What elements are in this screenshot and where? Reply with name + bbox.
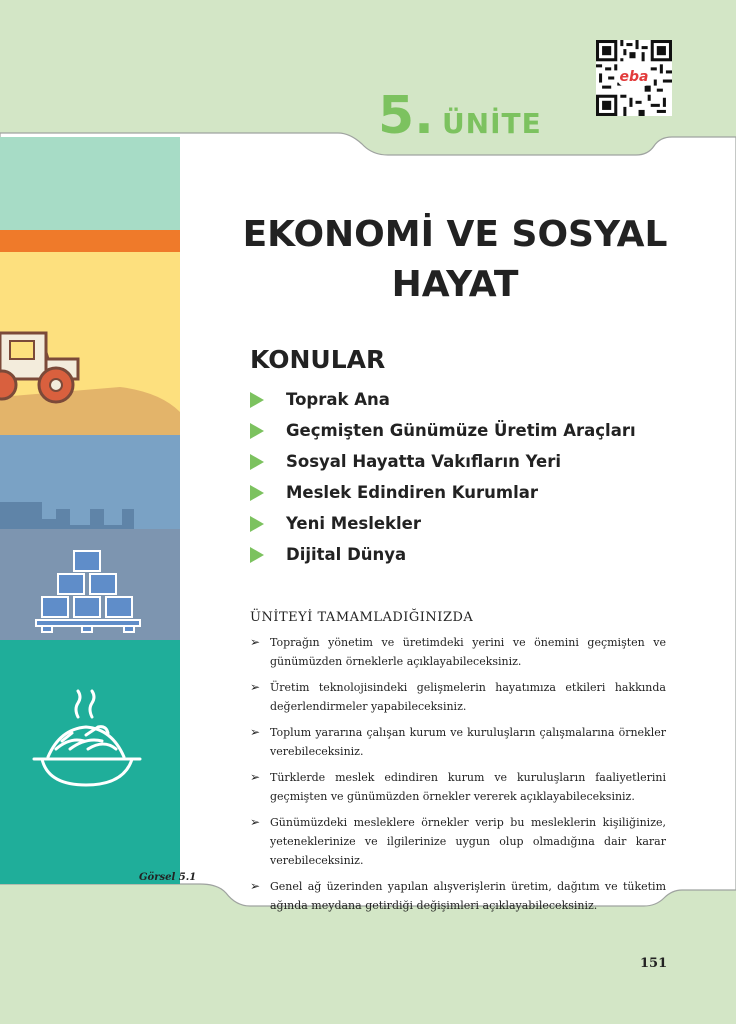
triangle-bullet-icon: [250, 547, 264, 563]
triangle-bullet-icon: [250, 423, 264, 439]
list-item: Dijital Dünya: [250, 539, 636, 570]
arrow-bullet-icon: ➢: [250, 680, 261, 694]
eba-logo: eba: [619, 69, 649, 85]
triangle-bullet-icon: [250, 485, 264, 501]
list-item: Sosyal Hayatta Vakıfların Yeri: [250, 446, 636, 477]
list-item: ➢ Genel ağ üzerinden yapılan alışverişlerin üretim, dağıtım ve tüketim ağında meydana getirdiği değişimleri açıklayabileceksiniz.: [250, 877, 666, 915]
list-item: ➢ Türklerde meslek edindiren kurum ve kuruluşların faaliyetlerini geçmişten ve günümüzden örnekler vererek açıklayabileceksiniz.: [250, 768, 666, 806]
list-item: Yeni Meslekler: [250, 508, 636, 539]
arrow-bullet-icon: ➢: [250, 879, 261, 893]
unit-number: 5.: [378, 86, 434, 146]
unit-illustration: [0, 137, 180, 884]
list-item: ➢ Üretim teknolojisindeki gelişmelerin hayatımıza etkileri hakkında değerlendirmeler yapabileceksiniz.: [250, 678, 666, 716]
topics-heading: KONULAR: [250, 345, 386, 374]
topics-list: [250, 384, 636, 570]
list-item: Meslek Edindiren Kurumlar: [250, 477, 636, 508]
arrow-bullet-icon: ➢: [250, 725, 261, 739]
arrow-bullet-icon: ➢: [250, 815, 261, 829]
outcomes-heading: ÜNİTEYİ TAMAMLADIĞINIZDA: [250, 610, 474, 625]
triangle-bullet-icon: [250, 454, 264, 470]
page-number: 151: [640, 956, 668, 971]
arrow-bullet-icon: ➢: [250, 770, 261, 784]
list-item: ➢ Toplum yararına çalışan kurum ve kuruluşların çalışmalarına örnekler verebileceksiniz.: [250, 723, 666, 761]
outcomes-list: [250, 633, 666, 922]
list-item: Toprak Ana: [250, 384, 636, 415]
list-item: ➢ Toprağın yönetim ve üretimdeki yerini ve önemini geçmişten ve günümüzden örneklerle açıklayabileceksiniz.: [250, 633, 666, 671]
unit-word: ÜNİTE: [441, 107, 542, 140]
list-item: ➢ Günümüzdeki mesleklere örnekler verip bu mesleklerin kişiliğinize, yeteneklerinize ve ilgilerinize uygun olup olmadığına dair karar verebileceksiniz.: [250, 813, 666, 870]
triangle-bullet-icon: [250, 392, 264, 408]
list-item: Geçmişten Günümüze Üretim Araçları: [250, 415, 636, 446]
figure-caption: Görsel 5.1: [139, 872, 197, 883]
triangle-bullet-icon: [250, 516, 264, 532]
arrow-bullet-icon: ➢: [250, 635, 261, 649]
page-title: EKONOMİ VE SOSYAL HAYAT: [242, 214, 668, 305]
